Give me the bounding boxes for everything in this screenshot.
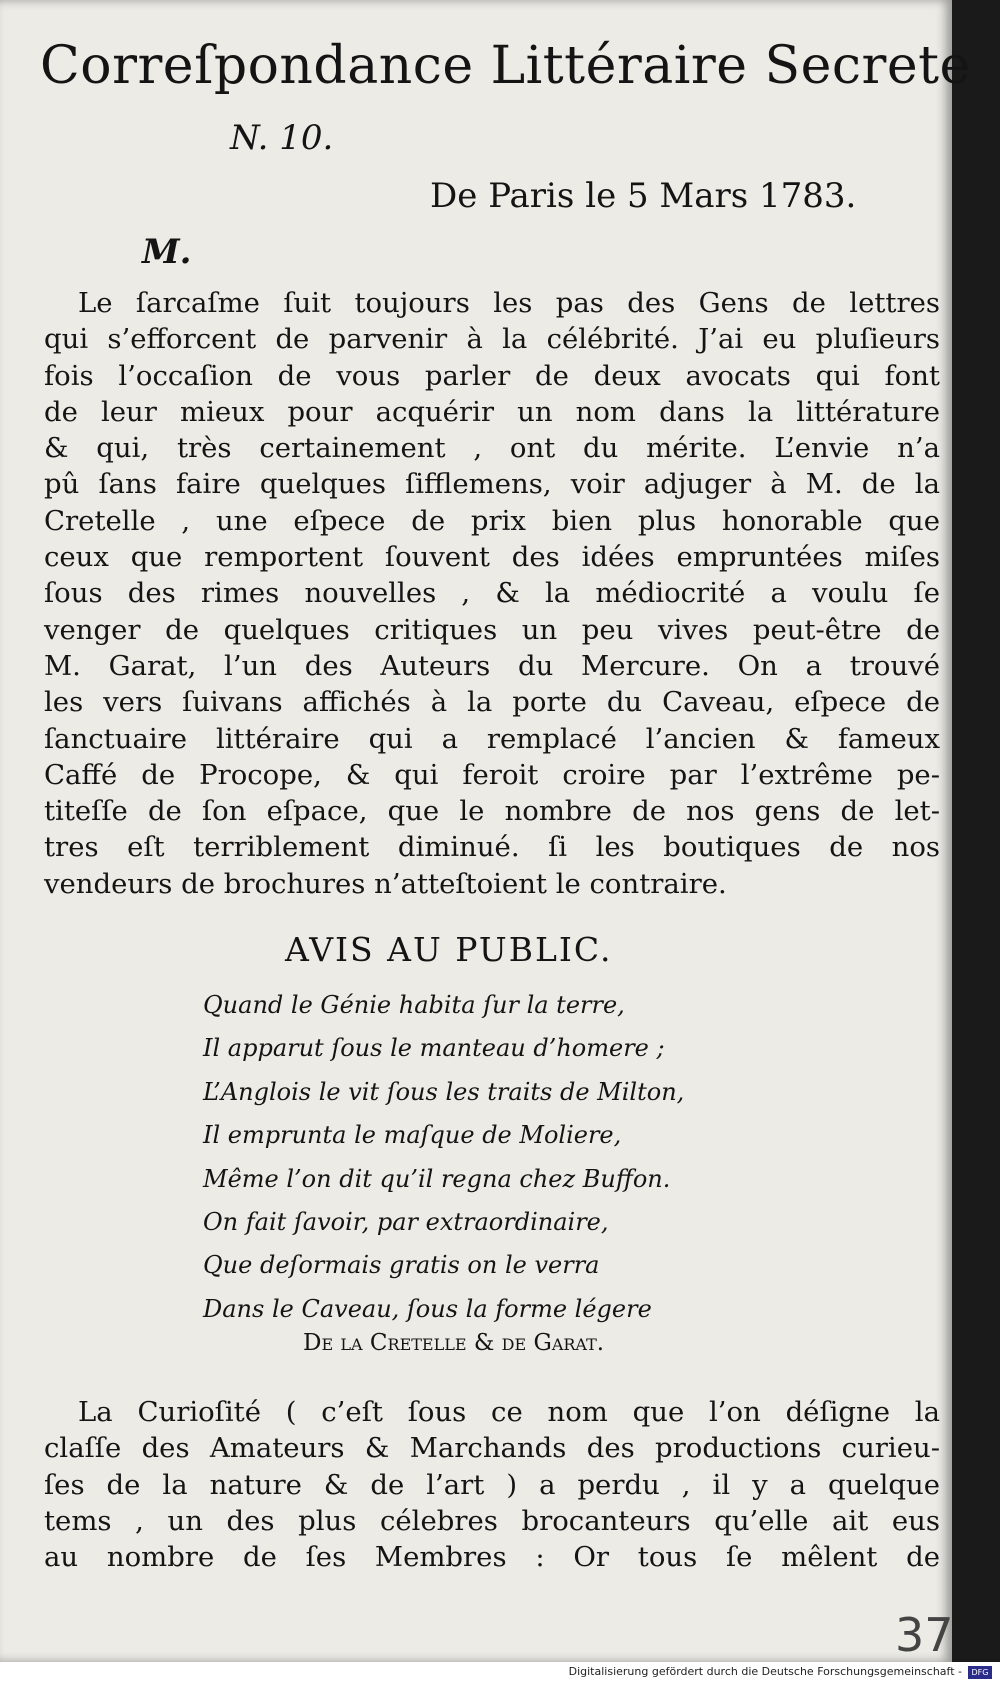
footer-credit: Digitalisierung gefördert durch die Deutsche Forschungsgemeinschaft - xyxy=(568,1665,962,1678)
poem-line: Il apparut ſous le manteau d’homere ; xyxy=(203,1034,665,1063)
text-line: titeſſe de ſon eſpace, que le nombre de nos gens de let- xyxy=(44,795,940,828)
issue-number: N. 10. xyxy=(230,118,334,158)
text-line: & qui, très certainement , ont du mérite. L’envie n’a xyxy=(44,432,940,465)
poem-line: Dans le Caveau, ſous la forme légere xyxy=(203,1294,652,1323)
salutation: M. xyxy=(142,232,192,272)
text-line: claſſe des Amateurs & Marchands des productions curieu- xyxy=(44,1432,940,1465)
text-line: pû ſans faire quelques ſifflemens, voir adjuger à M. de la xyxy=(44,468,940,501)
text-line: ſanctuaire littéraire qui a remplacé l’ancien & fameux xyxy=(44,722,940,755)
poem-line: Que deſormais gratis on le verra xyxy=(203,1251,600,1280)
paragraph-2 xyxy=(44,1394,940,1575)
text-line: au nombre de ſes Membres : Or tous ſe mêlent de xyxy=(44,1541,940,1574)
poem-line: Il emprunta le maſque de Moliere, xyxy=(203,1121,622,1150)
text-line: tems , un des plus célebres brocanteurs qu’elle ait eus xyxy=(44,1504,940,1537)
document-title: Correſpondance Littéraire Secrete xyxy=(40,36,971,96)
text-line: M. Garat, l’un des Auteurs du Mercure. On a trouvé xyxy=(44,649,940,682)
poem-line: Même l’on dit qu’il regna chez Buffon. xyxy=(203,1164,671,1193)
poem-line: L’Anglois le vit ſous les traits de Milton, xyxy=(203,1077,685,1106)
paragraph-1 xyxy=(44,285,940,902)
dfg-logo-icon: DFG xyxy=(968,1666,992,1679)
poem-line: Quand le Génie habita ſur la terre, xyxy=(203,991,625,1019)
text-line: ſes de la nature & de l’art ) a perdu , il y a quelque xyxy=(44,1468,940,1501)
digitization-footer xyxy=(0,1662,1000,1684)
text-line: venger de quelques critiques un peu vives peut-être de xyxy=(44,613,940,646)
poem-line: On fait ſavoir, par extraordinaire, xyxy=(203,1208,609,1237)
text-line: vendeurs de brochures n’atteſtoient le contraire. xyxy=(44,867,727,900)
page-number: 37 xyxy=(895,1608,954,1662)
text-line: ſous des rimes nouvelles , & la médiocrité a voulu ſe xyxy=(44,577,940,610)
text-line: qui s’efforcent de parvenir à la célébrité. J’ai eu pluſieurs xyxy=(44,323,940,356)
text-line: de leur mieux pour acquérir un nom dans la littérature xyxy=(44,395,940,428)
text-line: Cretelle , une eſpece de prix bien plus honorable que xyxy=(44,504,940,537)
text-line: ceux que remportent ſouvent des idées empruntées miſes xyxy=(44,541,940,574)
text-line: fois l’occaſion de vous parler de deux avocats qui font xyxy=(44,359,940,392)
poem xyxy=(203,984,684,1331)
text-line: Caffé de Procope, & qui feroit croire par l’extrême pe- xyxy=(44,758,940,791)
text-line: tres eſt terriblement diminué. ſi les boutiques de nos xyxy=(44,831,940,864)
text-line: Le ſarcaſme ſuit toujours les pas des Gens de lettres xyxy=(78,287,940,319)
dateline: De Paris le 5 Mars 1783. xyxy=(430,176,857,216)
poem-signature: De la Cretelle & de Garat. xyxy=(303,1330,605,1356)
section-heading: AVIS AU PUBLIC. xyxy=(285,930,613,969)
text-line: La Curioſité ( c’eſt ſous ce nom que l’on déſigne la xyxy=(78,1396,940,1428)
text-line: les vers ſuivans affichés à la porte du Caveau, eſpece de xyxy=(44,686,940,719)
